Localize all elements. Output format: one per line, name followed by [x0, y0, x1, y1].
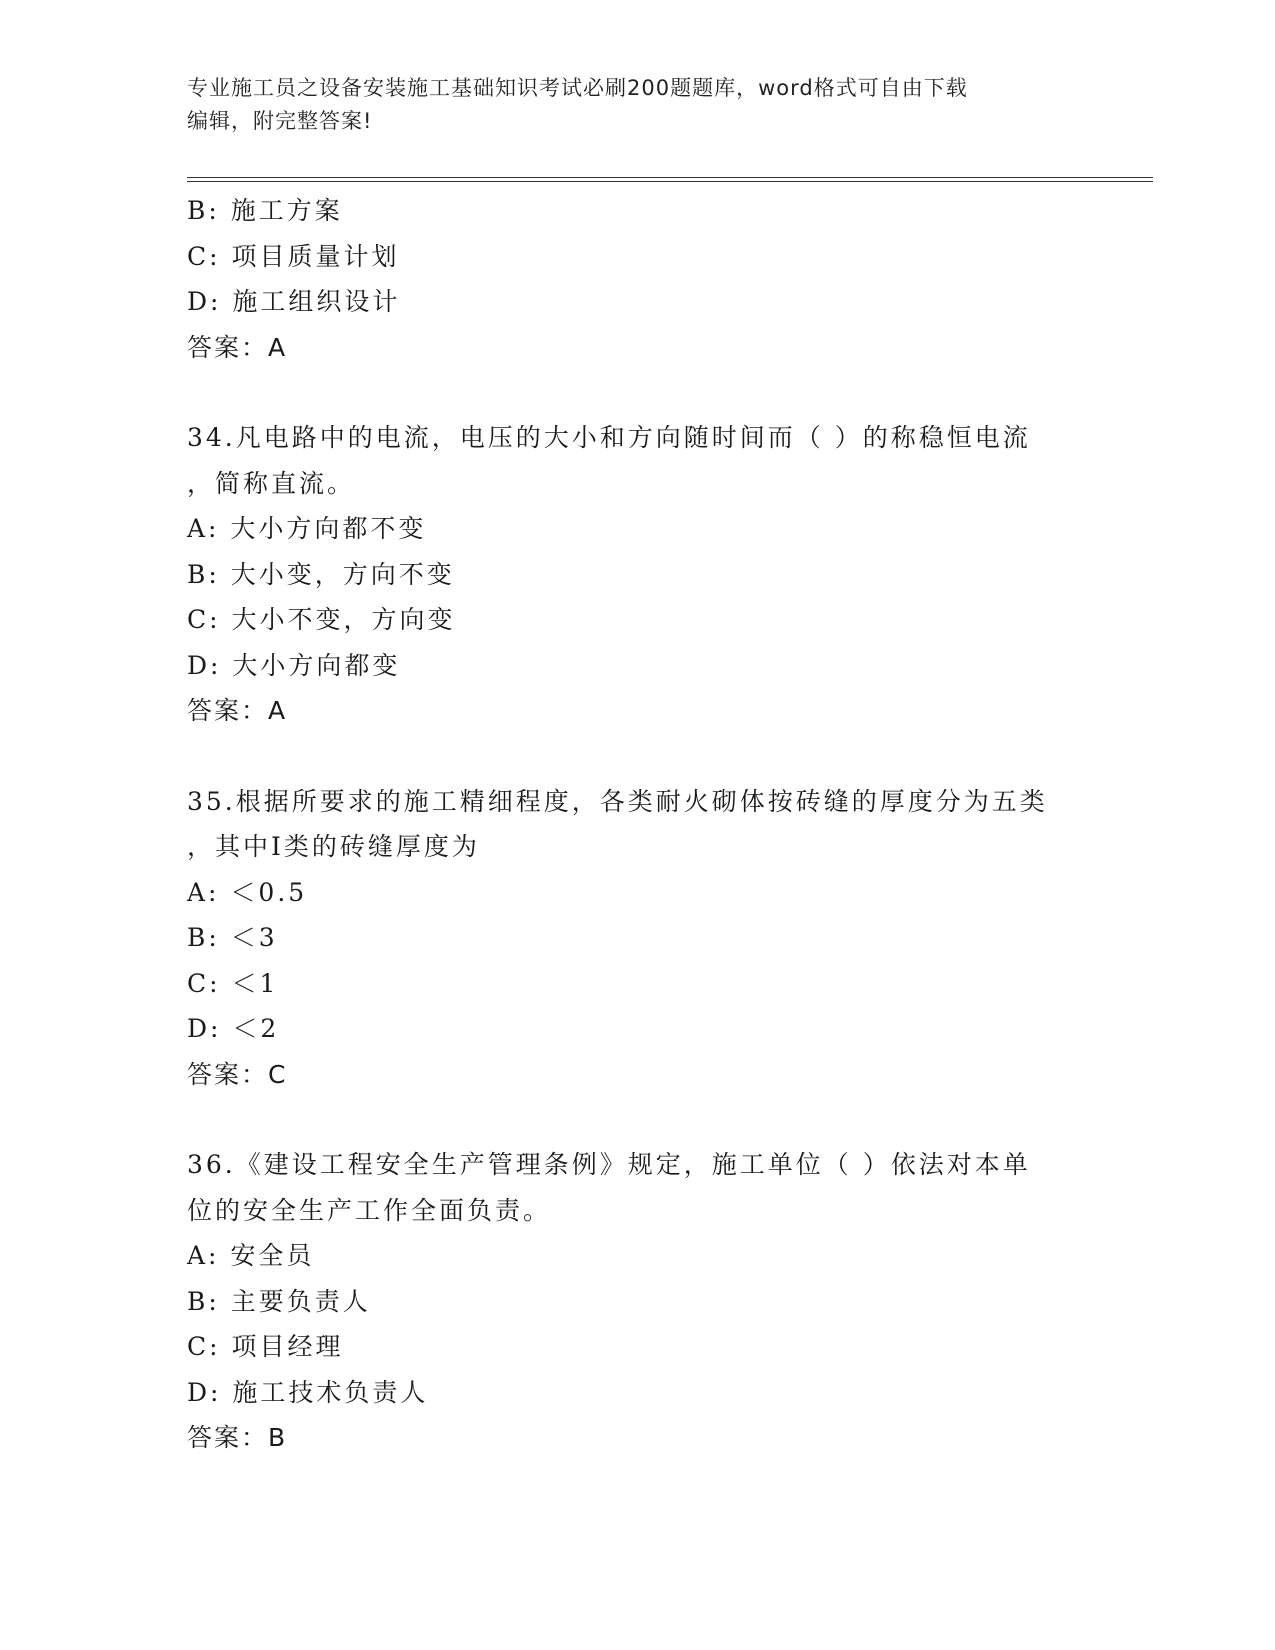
option-d: D: 施工技术负责人 [187, 1377, 429, 1407]
answer-line: 答案：A [187, 696, 288, 725]
document-header [187, 72, 1067, 138]
option-b: B: ＜3 [187, 923, 278, 952]
header-divider [187, 177, 1153, 182]
answer-line: 答案：C [187, 1059, 288, 1089]
question-stem: 35.根据所要求的施工精细程度，各类耐火砌体按砖缝的厚度分为五类 [187, 786, 1048, 816]
answer-line: 答案：B [187, 1423, 288, 1452]
option-a: A: 安全员 [187, 1241, 315, 1270]
question-35 [187, 779, 1087, 1098]
option-b: B: 大小变，方向不变 [187, 559, 455, 589]
option-a: A: 大小方向都不变 [187, 514, 427, 543]
option-c: C: ＜1 [187, 968, 279, 998]
question-stem: ，简称直流。 [187, 468, 356, 498]
header-line-1: 专业施工员之设备安装施工基础知识考试必刷200题题库，word格式可自由下载 [187, 76, 968, 100]
option-d: D: ＜2 [187, 1014, 280, 1043]
question-stem: ，其中Ⅰ类的砖缝厚度为 [187, 832, 480, 861]
option-c: C: 项目质量计划 [187, 241, 400, 271]
question-36 [187, 1142, 1087, 1461]
option-d: D: 施工组织设计 [187, 287, 401, 316]
option-d: D: 大小方向都变 [187, 650, 401, 680]
option-c: C: 大小不变，方向变 [187, 605, 456, 634]
previous-question-tail [187, 188, 1087, 370]
question-stem: 36.《建设工程安全生产管理条例》规定，施工单位（ ）依法对本单 [187, 1150, 1031, 1179]
option-b: B: 施工方案 [187, 196, 343, 225]
question-stem: 34.凡电路中的电流，电压的大小和方向随时间而（ ）的称稳恒电流 [187, 423, 1031, 452]
header-line-2: 编辑，附完整答案! [187, 109, 373, 133]
question-stem: 位的安全生产工作全面负责。 [187, 1195, 552, 1225]
answer-line: 答案：A [187, 332, 288, 362]
option-a: A: ＜0.5 [187, 877, 308, 907]
question-34 [187, 415, 1087, 734]
document-body [187, 188, 1087, 1461]
option-c: C: 项目经理 [187, 1332, 344, 1361]
option-b: B: 主要负责人 [187, 1286, 371, 1316]
